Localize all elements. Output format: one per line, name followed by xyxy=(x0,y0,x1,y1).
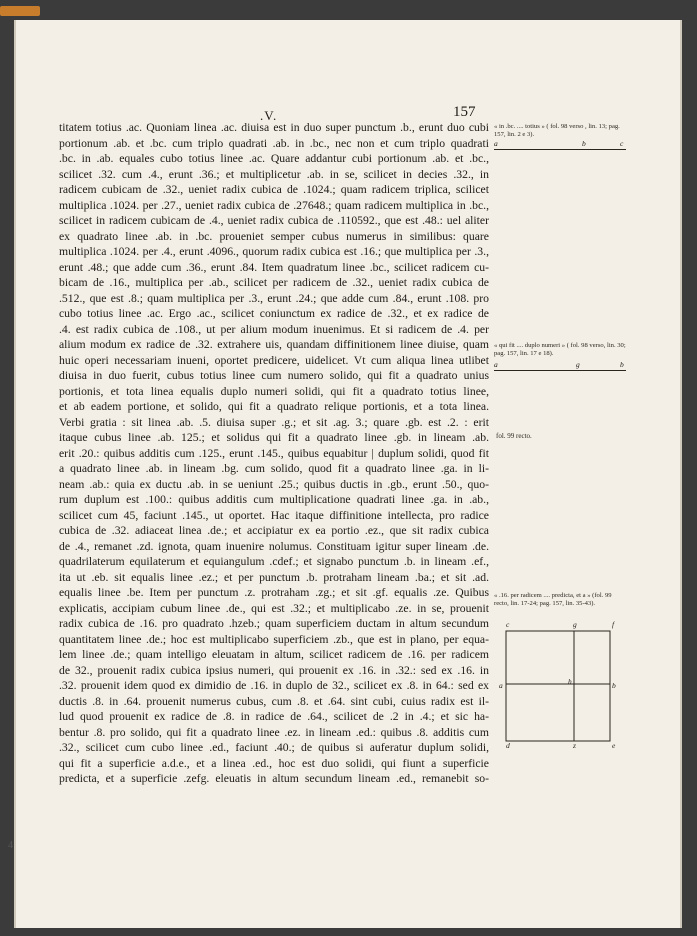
text-line: de .4., remanet .zd. ignota, quam inuenire nolumus. Constituam igitur super lineam .de. xyxy=(59,539,489,553)
text-line: multiplica .1024. per .27., ueniet radix cubica de .27648.; quam radicem multiplica in .bc., xyxy=(59,198,489,212)
segment-abc xyxy=(494,139,626,153)
text-line: portionum .ab. et .bc. cum triplo quadrati .ab. in .bc., nec non et cum triplo quadrati xyxy=(59,136,489,150)
margin-mark: 4 xyxy=(8,840,13,851)
text-line: .32., scilicet cum cubo linee .ed., faciunt .40.; de quibus si auferatur duplum solidi, xyxy=(59,741,489,754)
margin-note-3: « .16. per radicem .... predicta, et a » (fol. 99 recto, lin. 17-24; pag. 157, lin. 35-43). xyxy=(494,592,612,607)
segment-label-c: c xyxy=(620,139,624,148)
text-line: et ab eadem portione, et solido, qui fit a quadrato reliquе portionis, et a tota linea. xyxy=(59,400,489,413)
text-line: quantitatem linee .de.; hoc est multiplicabo superficiem .zb., que est in plano, per equa- xyxy=(59,632,489,646)
text-line: rum duplum est .100.: quibus additis cum multiplicatione quadrati linee .ga. in .ab., xyxy=(59,493,489,506)
text-line: bicam de .16., multiplica per .ab., scilicet per radicem de .32., ueniet radix cubica de xyxy=(59,276,489,289)
segment-label-b: b xyxy=(620,360,624,369)
segment-line xyxy=(494,149,626,150)
label-z: z xyxy=(573,741,576,750)
section-heading: .V. xyxy=(260,108,278,123)
segment-label-b: b xyxy=(582,139,586,148)
page-edge-right xyxy=(680,20,682,928)
label-f: f xyxy=(612,620,615,629)
text-line: .32. prouenit idem quod ex dimidio de .16. in duplo de 32., scilicet ex .8. in 64.: sed ex xyxy=(59,679,489,692)
text-line: .512., que est .8.; quam multiplica per .3., erunt .24.; que adde cum .84., erunt .108. pro xyxy=(59,291,489,305)
segment-agb xyxy=(494,360,626,374)
text-line: scilicet .32. cum .4., erunt .36.; et multiplicetur .ab. in se, scilicet in decies .32., in xyxy=(59,167,489,181)
label-b: b xyxy=(612,681,616,690)
label-e: e xyxy=(612,741,616,750)
text-line: lem linee .de.; quam intelligo eleuatam in altum, scilicet radicem de .16. per radicem xyxy=(59,648,489,661)
text-line: predicta, et a superficie .zefg. eleuatis in altum secundum lineam .ed., remanebit so- xyxy=(59,772,489,785)
segment-label-a: a xyxy=(494,139,498,148)
square-cdef xyxy=(506,631,610,741)
text-line: cubica de .32. adiaceat linea .de.; et accipiatur ex ea portio .ez., que sit radix cubica xyxy=(59,524,489,537)
text-line: neam .ab.: quia ex ductu .ab. in se ueniunt .25.; quibus ductis in .gb., erunt .50., quo- xyxy=(59,477,489,491)
bookmark-ribbon xyxy=(0,6,40,16)
label-d: d xyxy=(506,741,510,750)
text-line: quadrilaterum equilaterum et equiangulum .cdef.; et signabo punctum .b. in lineam .ef., xyxy=(59,555,489,568)
label-a: a xyxy=(499,681,503,690)
diagram-figure xyxy=(498,620,624,752)
text-line: explicatis, accipiam cubum linee .de., qui est .32.; et multiplicabo .ze. in se, prouenit xyxy=(59,601,489,615)
text-line: itaque cubus linee .ab. 125.; et solidus qui fit a quadrato linee .gb. in lineam .ab. xyxy=(59,431,489,444)
label-h: h xyxy=(568,677,572,686)
margin-note-2: « qui fit .... duplo numeri » ( fol. 98 verso, lin. 30; pag. 157, lin. 17 e 18). xyxy=(494,342,626,357)
text-line: radicem cubicam de .32., ueniet radix cubica de .1024.; quam radicem triplica, scilicet xyxy=(59,183,489,196)
square-diagram xyxy=(498,620,624,752)
text-line: titatem totius .ac. Quoniam linea .ac. diuisa est in duo super punctum .b., erunt duo cubi xyxy=(59,121,489,134)
text-line: scilicet cum 45, faciunt .145., ut oportet. Hac itaque diffinitione intellecta, pro radice xyxy=(59,508,489,522)
text-line: ductis .8. in .64. prouenit numerus cubus, cum .8. et .64. sint cubi, cuius radix est il- xyxy=(59,694,489,708)
text-line: erunt .48.; que adde cum .36., erunt .84. Item quadratum linee .bc., scilicet radicem cu- xyxy=(59,260,489,274)
folio-reference: fol. 99 recto. xyxy=(496,432,532,440)
page-edge-left xyxy=(14,20,16,928)
text-line: ita ut .eb. sit equalis linee .ez.; et per punctum .b. protraham lineam .ba.; et sit .ad. xyxy=(59,570,489,584)
text-line: a quadrato linee .ab. in lineam .bg. cum solido, quod fit a quadrato linee .ga. in li- xyxy=(59,462,489,475)
text-line: equalis linee .be. Item per punctum .z. protraham .zg.; et sit .gf. equalis .ze. Quibus xyxy=(59,586,489,599)
text-line: scilicet in radicem cubicam de .4., ueniet radix cubica de .110592., que est .48.: uel aliter xyxy=(59,214,489,227)
page-number: 157 xyxy=(453,104,476,120)
text-line: qui fit a superficie a.d.e., et a linea .ed., hoc est duo solidi, qui fiunt a superficie xyxy=(59,756,489,770)
text-line: bentur .8. pro solido, qui fit a quadrato linee .ez. in lineam .ed.: quibus .8. additis cum xyxy=(59,725,489,739)
text-line: cubo totius linee .ac. Ergo .ac., scilicet coniunctum ex radice de .32., et ex radice de xyxy=(59,307,489,320)
text-line: diuisa in duo fuerit, cubus totius linee cum numero solido, qui fit a quadrato unius xyxy=(59,369,489,382)
text-line: .4. est radix cubica de .108., ut per alium modum inuenimus. Et si radicem de .4. per xyxy=(59,322,489,336)
text-line: lud quod prouenit ex radice de .8. in radice de .64., scilicet de .2 in .4.; et sic ha- xyxy=(59,710,489,723)
text-line: radix cubica de .16. pro quadrato .hzeb.; quam superficiem ductam in altum secundum xyxy=(59,617,489,630)
text-line: ex quadrato linee .ab. in .bc. proueniet semper cubus numerus in similibus: quare xyxy=(59,229,489,243)
text-line: .bc. in .ab. equales cubo totius linee .ac. Quare addantur cubi portionum .ab. et .bc., xyxy=(59,152,489,165)
label-g: g xyxy=(573,620,577,629)
text-line: portionis, et tota linea equalis duplo numeri solidi, qui fit a quadrato totius linee, xyxy=(59,384,489,398)
body-text xyxy=(59,120,489,787)
margin-note-1: « in .bc. .... totius » ( fol. 98 verso , lin. 13; pag. 157, lin. 2 e 3). xyxy=(494,123,620,138)
text-line: alium modum ex radice de .32. extrahere uis, quandam diffinitionem linee diuise, quam xyxy=(59,338,489,351)
text-line: huic operi necessariam inueni, oportet predicere, uidelicet. Vt cum aliqua linea utlibet xyxy=(59,353,489,367)
segment-line xyxy=(494,370,626,371)
text-line: de 32., prouenit radix cubica ipsius numeri, qui prouenit ex .16. in .32.: sed ex .16. in xyxy=(59,663,489,677)
text-line: Verbi gratia : sit linea .ab. .5. diuisa super .g.; et sit .ag. 3.; quare .gb. est .2. : erit xyxy=(59,415,489,429)
text-line: erit .20.: quibus additis cum .125., erunt .145., quibus equabitur | duplum solidi, quod fit xyxy=(59,446,489,460)
text-line: multiplica .1024. per .4., erunt .4096., quorum radix cubica est .16.; que multiplica per .3., xyxy=(59,245,489,258)
segment-label-a: a xyxy=(494,360,498,369)
segment-label-g: g xyxy=(576,360,580,369)
label-c: c xyxy=(506,620,510,629)
